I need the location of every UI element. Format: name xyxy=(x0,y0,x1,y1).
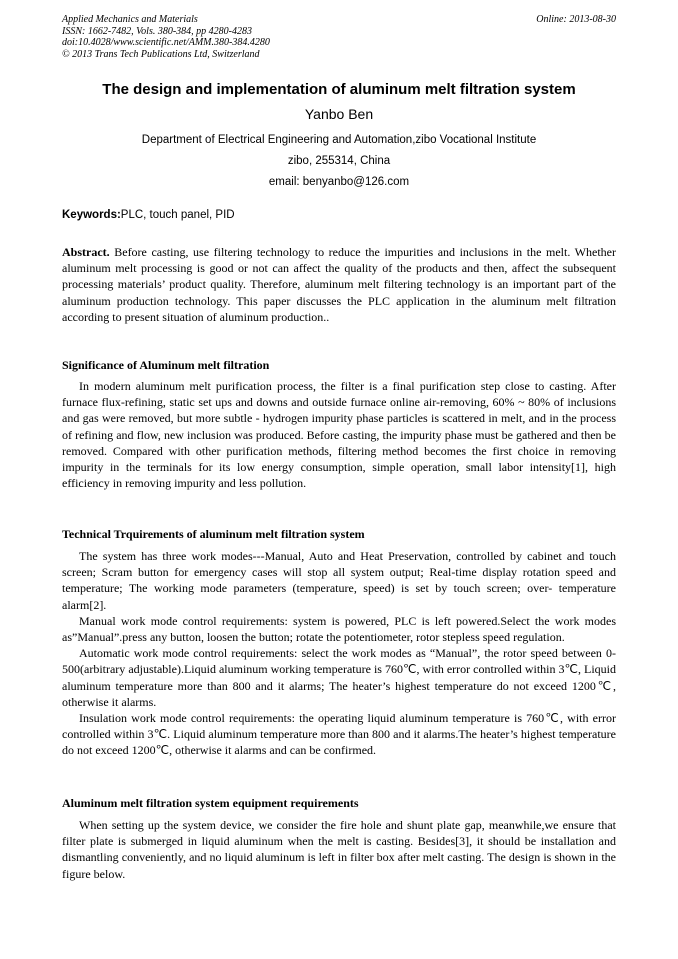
author-name: Yanbo Ben xyxy=(304,106,374,122)
keywords-value: PLC, touch panel, PID xyxy=(120,209,235,221)
paragraph: When setting up the system device, we consider the fire hole and shunt plate gap, meanwhile,we ensure that filter plate is submerged in liquid aluminum when the melt is casting. Besides[3], it should be installation and dismantling conveniently, and no liquid aluminum is left in filter box after melt casting. The design is shown in the figure below. xyxy=(62,818,616,881)
section-heading: Technical Trquirements of aluminum melt filtration system xyxy=(62,527,365,541)
section-heading: Aluminum melt filtration system equipment requirements xyxy=(62,796,359,810)
journal-header xyxy=(62,14,616,60)
paper-title: The design and implementation of aluminum melt filtration system xyxy=(102,81,576,98)
abstract-label: Abstract. xyxy=(62,245,110,259)
author-email: email: benyanbo@126.com xyxy=(268,176,410,188)
paragraph: Manual work mode control requirements: system is powered, PLC is left powered.Select the work modes as”Manual”.press any button, loosen the button; rotate the potentiometer, rotor stepless speed regulation. xyxy=(62,613,616,645)
author-city: zibo, 255314, China xyxy=(287,155,391,167)
online-date: Online: 2013-08-30 xyxy=(536,14,616,25)
keywords xyxy=(62,208,616,222)
abstract-text: Before casting, use filtering technology to reduce the impurities and inclusions in the melt. Whether aluminum melt processing is good or not can affect the quality of the products and then, affect the subsequent processing materials’ product quality. Therefore, aluminum melt filtering technology is an important part of the aluminum production technology. This paper discusses the PLC application in the aluminum melt filtration according to present situation of aluminum production.. xyxy=(62,245,616,324)
author-department: Department of Electrical Engineering and Automation,zibo Vocational Institute xyxy=(141,134,537,146)
section-body xyxy=(62,817,616,882)
paragraph: The system has three work modes---Manual, Auto and Heat Preservation, controlled by cabinet and touch screen; Scram button for emergency cases will stop all system output; Real-time display rotation speed and temperature; The working mode parameters (temperature, speed) is set by touch screen; over- temperature alarm[2]. xyxy=(62,549,616,612)
section-body xyxy=(62,548,616,759)
abstract xyxy=(62,244,616,325)
journal-issn: ISSN: 1662-7482, Vols. 380-384, pp 4280-4283 xyxy=(62,25,252,37)
paragraph: Insulation work mode control requirements: the operating liquid aluminum temperature is 760℃, with error controlled within 3℃. Liquid aluminum temperature more than 800 and it alarms.The heater’s highest temperature do not exceed 1200℃, otherwise it alarms and can be confirmed. xyxy=(62,711,616,758)
keywords-label: Keywords: xyxy=(62,209,121,221)
journal-doi: doi:10.4028/www.scientific.net/AMM.380-384.4280 xyxy=(62,37,270,48)
section-heading: Significance of Aluminum melt filtration xyxy=(62,358,270,372)
journal-copyright: © 2013 Trans Tech Publications Ltd, Switzerland xyxy=(62,48,260,60)
section-body xyxy=(62,378,616,491)
journal-name: Applied Mechanics and Materials xyxy=(62,14,198,25)
paragraph: Automatic work mode control requirements: select the work modes as “Manual”, the rotor speed between 0-500(arbitrary adjustable).Liquid aluminum working temperature is 760℃, with error controlled within 3℃, Liquid aluminum temperature more than 800 and it alarms; The heater’s highest temperature do not exceed 1200℃, otherwise it alarms. xyxy=(62,646,616,709)
paragraph: In modern aluminum melt purification process, the filter is a final purification step close to casting. After furnace flux-refining, static set ups and downs and outside furnace online air-removing, 60% ~ 80% of inclusions and gas were removed, but more subtle - hydrogen impurity phase particles is scattered in melt, and in the process of refining and flow, new inclusion was produced. Before casting, the impurity phase must be gathered and then be removed. Compared with other purification methods, filtering method becomes the first choice in removing impurity in the terminals for its low energy consumption, simple operation, small labor intensity[1], high efficiency in removing impurity and less pollution. xyxy=(62,379,616,491)
